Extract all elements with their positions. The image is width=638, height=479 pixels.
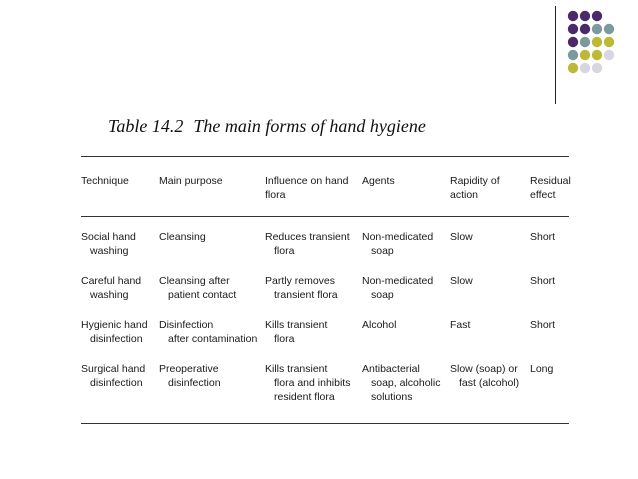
decorative-dot [592,24,602,34]
header-text: Residual [530,175,571,187]
cell-text: Kills transient [265,319,328,331]
header-text: Influence on hand [265,175,349,187]
table-cell [159,318,257,346]
decorative-dot [568,11,578,21]
decorative-dot [604,50,614,60]
cell-text: Cleansing after [159,275,230,287]
header-cell [362,174,395,188]
table-cell [81,318,148,346]
cell-text: washing [90,245,129,257]
cell-text: fast (alcohol) [459,377,520,389]
decorative-dot [580,50,590,60]
cell-text: Alcohol [362,319,397,331]
cell-text: Antibacterial [362,363,420,375]
decorative-dot [568,63,578,73]
table-cell [362,362,440,404]
cell-text: Long [530,363,554,375]
cell-text: Slow (soap) or [450,363,518,375]
header-cell [159,174,223,188]
cell-text: Hygienic hand [81,319,148,331]
table-cell [81,362,145,390]
cell-text: transient flora [274,289,338,301]
cell-text: Non-medicated [362,231,434,243]
cell-text: Short [530,231,556,243]
header-cell [81,174,129,188]
cell-text: Short [530,275,556,287]
table-cell [159,362,221,390]
header-text: action [450,189,479,201]
slide-divider-line [555,6,556,104]
table-cell [450,274,473,288]
table-cell [450,318,470,332]
cell-text: patient contact [168,289,237,301]
table-cell [450,230,473,244]
cell-text: Cleansing [159,231,206,243]
cell-text: flora [274,245,295,257]
header-text: Main purpose [159,175,223,187]
table-bottom-rule [81,423,569,424]
table-cell [362,318,396,332]
cell-text: Disinfection [159,319,214,331]
table-cell [450,362,519,390]
cell-text: Reduces transient [265,231,350,243]
cell-text: Careful hand [81,275,142,287]
cell-text: Short [530,319,556,331]
decorative-dot [580,37,590,47]
table-cell [362,230,433,258]
decorative-dot [580,24,590,34]
table-cell [265,362,350,404]
cell-text: Slow [450,275,473,287]
table-cell [81,274,141,302]
cell-text: solutions [371,391,413,403]
cell-text: resident flora [274,391,335,403]
cell-text: Kills transient [265,363,328,375]
table-cell [530,274,555,288]
decorative-dot [592,37,602,47]
cell-text: disinfection [90,377,143,389]
table-cell [362,274,433,302]
decorative-dot [592,63,602,73]
cell-text: disinfection [168,377,221,389]
header-text: Technique [81,175,129,187]
cell-text: Slow [450,231,473,243]
table-cell [159,230,206,244]
decorative-dot [580,63,590,73]
cell-text: Non-medicated [362,275,434,287]
header-cell [450,174,500,202]
table-cell [530,318,555,332]
header-cell [265,174,349,202]
header-text: flora [265,189,286,201]
cell-text: Surgical hand [81,363,146,375]
cell-text: disinfection [90,333,143,345]
table-cell [530,362,553,376]
cell-text: washing [90,289,129,301]
cell-text: flora [274,333,295,345]
cell-text: soap, alcoholic [371,377,441,389]
cell-text: after contamination [168,333,258,345]
table-cell [159,274,236,302]
cell-text: Preoperative [159,363,219,375]
header-text: Rapidity of [450,175,500,187]
table-title [108,116,548,137]
cell-text: Social hand [81,231,136,243]
decorative-dot [604,37,614,47]
table-cell [81,230,136,258]
table-number: Table 14.2 [108,116,184,136]
decorative-dot [568,24,578,34]
decorative-dot [592,50,602,60]
table-cell [265,318,327,346]
decorative-dot [592,11,602,21]
decorative-dot-grid [0,0,638,110]
cell-text: soap [371,289,394,301]
decorative-dot [568,50,578,60]
header-text: effect [530,189,556,201]
cell-text: Partly removes [265,275,336,287]
cell-text: Fast [450,319,471,331]
header-text: Agents [362,175,395,187]
table-cell [530,230,555,244]
cell-text: flora and inhibits [274,377,351,389]
decorative-dot [580,11,590,21]
table-top-rule [81,156,569,157]
table-cell [265,274,338,302]
decorative-dot [604,24,614,34]
header-cell [530,174,571,202]
cell-text: soap [371,245,394,257]
table-cell [265,230,350,258]
table-header-rule [81,216,569,217]
decorative-dot [568,37,578,47]
table-caption: The main forms of hand hygiene [193,116,426,136]
